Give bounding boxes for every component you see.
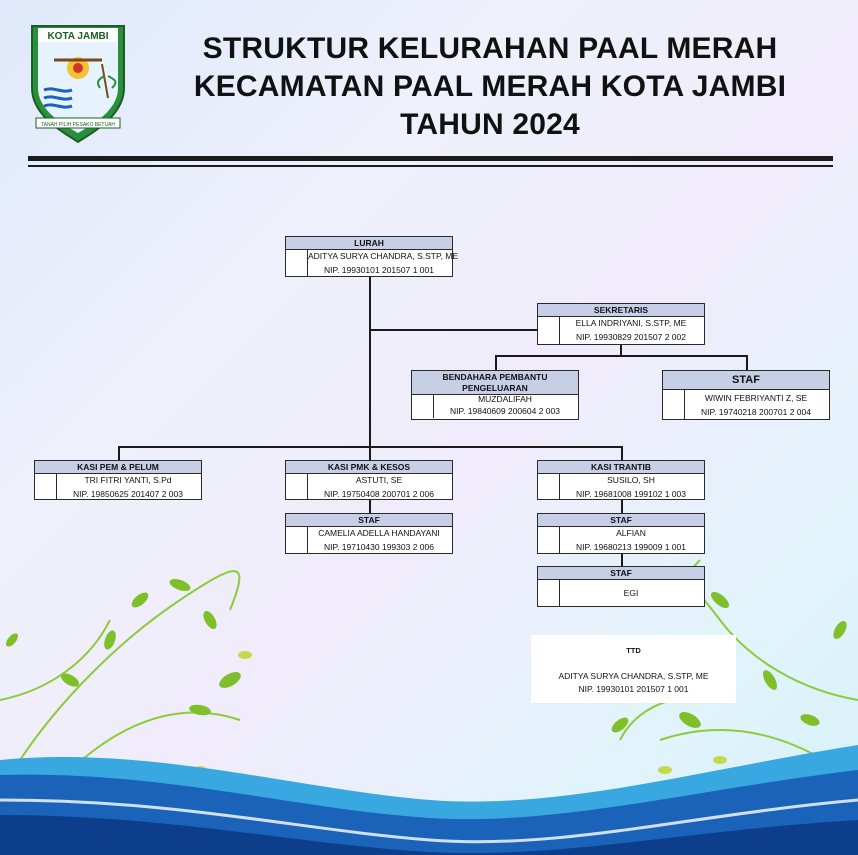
- signature-name: ADITYA SURYA CHANDRA, S.STP, ME: [558, 671, 709, 681]
- staf-sekretariat-nip: NIP. 19740218 200701 2 004: [701, 407, 811, 417]
- staf-pmk-name: CAMELIA ADELLA HANDAYANI: [318, 528, 440, 538]
- box-lurah-title: LURAH: [286, 237, 452, 250]
- kota-jambi-logo: [26, 18, 130, 146]
- connector-kasi-pem: [118, 446, 120, 460]
- left-vine-decoration: [0, 571, 240, 780]
- connector-trantib-staf1: [621, 499, 623, 513]
- kasi-pmk-name: ASTUTI, SE: [355, 475, 403, 485]
- connector-kasi-trantib: [621, 446, 623, 460]
- bendahara-name: MUZDALIFAH: [478, 394, 532, 404]
- logo-motto: TANAH PILIH PESAKO BETUAH: [40, 122, 116, 128]
- staf-sekretariat-name: WIWIN FEBRIYANTI Z, SE: [704, 393, 808, 403]
- box-kasi-trantib: [537, 460, 705, 500]
- photo-placeholder: [663, 390, 685, 419]
- box-lurah: [285, 236, 459, 277]
- box-staf-trantib-1-title: STAF: [538, 514, 704, 527]
- staf-trantib-1-name: ALFIAN: [616, 528, 646, 538]
- title-line-1: STRUKTUR KELURAHAN PAAL MERAH: [202, 32, 778, 65]
- box-staf-trantib-2-title: STAF: [538, 567, 704, 580]
- photo-placeholder: [538, 317, 560, 344]
- kasi-trantib-name: SUSILO, SH: [607, 475, 655, 485]
- lurah-name: ADITYA SURYA CHANDRA, S.STP, ME: [308, 251, 459, 261]
- photo-placeholder: [286, 474, 308, 499]
- signature-block: [531, 635, 736, 703]
- connector-bendahara: [495, 355, 497, 370]
- photo-placeholder: [286, 527, 308, 553]
- staf-pmk-nip: NIP. 19710430 199303 2 006: [324, 542, 434, 552]
- connector-kasi-pmk: [369, 446, 371, 460]
- box-kasi-pem: [34, 460, 202, 500]
- box-bendahara-title: BENDAHARA PEMBANTU PENGELUARAN: [412, 371, 578, 395]
- lurah-nip: NIP. 19930101 201507 1 001: [324, 265, 434, 275]
- box-sekretaris-title: SEKRETARIS: [538, 304, 704, 317]
- kasi-pem-nip: NIP. 19850625 201407 2 003: [73, 489, 183, 499]
- connector-sekretariat-bar: [495, 355, 748, 357]
- photo-placeholder: [35, 474, 57, 499]
- photo-placeholder: [286, 250, 308, 276]
- title-line-2: KECAMATAN PAAL MERAH KOTA JAMBI: [193, 70, 787, 103]
- box-bendahara: [411, 370, 579, 420]
- kasi-pem-name: TRI FITRI YANTI, S.Pd: [84, 475, 172, 485]
- header-rule-thin: [28, 165, 833, 167]
- photo-placeholder: [412, 395, 434, 418]
- logo-banner: KOTA JAMBI: [47, 31, 109, 42]
- connector-trantib-staf2: [621, 553, 623, 566]
- box-sekretaris: [537, 303, 705, 345]
- box-staf-pmk: [285, 513, 453, 554]
- photo-placeholder: [538, 580, 560, 606]
- signature-label: TTD: [626, 646, 641, 655]
- staf-trantib-2-name: EGI: [623, 588, 639, 598]
- connector-to-sekretaris: [369, 329, 537, 331]
- box-staf-trantib-1: [537, 513, 705, 554]
- box-kasi-pmk-title: KASI PMK & KESOS: [286, 461, 452, 474]
- photo-placeholder: [538, 474, 560, 499]
- box-kasi-pmk: [285, 460, 453, 500]
- box-staf-sekretariat-title: STAF: [663, 371, 829, 390]
- signature-nip: NIP. 19930101 201507 1 001: [578, 684, 689, 694]
- connector-pmk-staf: [369, 499, 371, 513]
- header-rule-thick: [28, 156, 833, 161]
- box-staf-trantib-2: [537, 566, 705, 607]
- box-staf-sekretariat: [662, 370, 830, 420]
- box-kasi-trantib-title: KASI TRANTIB: [538, 461, 704, 474]
- connector-staf-sekretariat: [746, 355, 748, 370]
- box-staf-pmk-title: STAF: [286, 514, 452, 527]
- kasi-pmk-nip: NIP. 19750408 200701 2 006: [324, 489, 434, 499]
- bendahara-nip: NIP. 19840609 200604 2 003: [450, 406, 560, 416]
- staf-trantib-1-nip: NIP. 19680213 199009 1 001: [576, 542, 686, 552]
- title-line-3: TAHUN 2024: [400, 108, 580, 141]
- sekretaris-name: ELLA INDRIYANI, S.STP, ME: [575, 318, 687, 328]
- left-leaves: [4, 577, 252, 774]
- box-kasi-pem-title: KASI PEM & PELUM: [35, 461, 201, 474]
- kasi-trantib-nip: NIP. 19681008 199102 1 003: [576, 489, 686, 499]
- connector-lurah-down: [369, 276, 371, 447]
- sekretaris-nip: NIP. 19930829 201507 2 002: [576, 332, 686, 342]
- photo-placeholder: [538, 527, 560, 553]
